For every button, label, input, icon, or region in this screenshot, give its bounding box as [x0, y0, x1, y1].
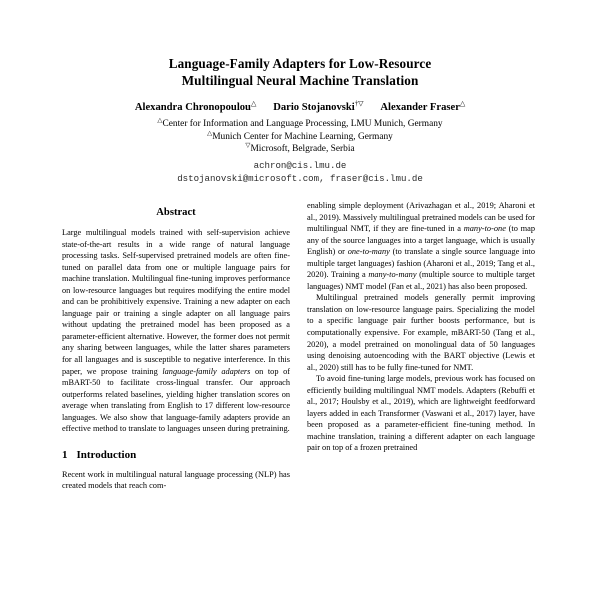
right-paragraph-1 [307, 200, 535, 292]
left-column [62, 200, 290, 492]
abstract-body [62, 227, 290, 435]
right-p1-italic-2: one-to-many [347, 247, 390, 257]
right-p1-part-3: (to translate a single source language into multiple target languages) fashion (Aharoni et al., 2019; Tang et al., 2020). Training a [307, 247, 535, 280]
affiliation-mark: ▽ [245, 142, 251, 150]
paper-title-line-2: Multilingual Neural Machine Translation [181, 72, 419, 88]
abstract-text-part-2: on top of mBART-50 to facilitate cross-lingual transfer. Our approach outperforms related baselines, yielding higher translation scores on average when translating from English to 17 different low-resource languages. We also show that language-family adapters provide an effective method to translate to languages unseen during pretraining. [62, 366, 290, 434]
right-p1-italic-1: many-to-one [463, 224, 506, 234]
email-line[interactable]: dstojanovski@microsoft.com, fraser@cis.lmu.de [177, 173, 423, 185]
author-affiliation-mark: †▽ [354, 100, 364, 108]
affiliation-mark: △ [207, 129, 213, 137]
affiliation-text: Munich Center for Machine Learning, Germany [212, 131, 393, 142]
author-name: Dario Stojanovski [273, 102, 355, 113]
email-line[interactable]: achron@cis.lmu.de [253, 159, 347, 171]
title-block [0, 0, 600, 186]
affiliation-mark: △ [157, 116, 163, 124]
author-entry [135, 101, 256, 115]
affiliation-list [62, 118, 538, 156]
section-number: 1 [62, 448, 68, 461]
affiliation-text: Microsoft, Belgrade, Serbia [250, 144, 355, 155]
email-list [62, 159, 538, 186]
introduction-body [62, 469, 290, 492]
section-heading-introduction [62, 448, 290, 462]
author-entry [273, 101, 363, 115]
paper-title-line-1: Language-Family Adapters for Low-Resource [168, 56, 432, 71]
affiliation-text: Center for Information and Language Processing, LMU Munich, Germany [162, 119, 443, 129]
right-p1-part-4: (multiple source to multiple target languages) NMT model (Fan et al., 2021) has also been proposed. [307, 270, 535, 291]
author-affiliation-mark: △ [459, 100, 466, 108]
abstract-text-part-1: Large multilingual models trained with self-supervision achieve state-of-the-art results in a wide range of natural language processing tasks. Self-supervised pretrained models are often fine-tuned on parallel data from one or multiple language pairs for machine translation. Multilingual fine-tuning improves performance on low-resource languages but requires modifying the entire model and can be prohibitively expensive. Training a new adapter on each language pair or training a single adapter on all language pairs without updating the pretrained model has been proposed as a parameter-efficient alternative. However, the former does not permit any sharing between languages, while the latter shares parameters for all languages and is susceptible to negative interference. In this paper, we propose training [62, 228, 290, 376]
right-p1-part-2: (to map any of the source languages into a target language, which is usually English) or [307, 224, 535, 257]
right-p1-italic-3: many-to-many [368, 270, 417, 280]
author-name: Alexandra Chronopoulou [134, 102, 251, 113]
right-column [307, 200, 535, 492]
right-p1-part-1: enabling simple deployment (Arivazhagan et al., 2019; Aharoni et al., 2019). Massively multilingual pretrained models can be used for multilingual NMT, if they are fine-tuned in a [307, 201, 536, 234]
affiliation-item [62, 143, 538, 156]
author-affiliation-mark: △ [250, 100, 257, 108]
section-title: Introduction [76, 448, 137, 461]
right-column-body [307, 200, 535, 454]
abstract-heading: Abstract [156, 207, 196, 218]
right-paragraph-3: To avoid fine-tuning large models, previous work has focused on efficiently building multilingual NMT models. Adapters (Rebuffi et al., 2017; Houlsby et al., 2019), which are lightweight feedforward layers added in each Transformer (Vaswani et al., 2017) layer, have been proposed as a parameter-efficient fine-tuning method. In machine translation, training a different adapter on each language pair on top of a frozen pretrained [307, 374, 535, 453]
right-paragraph-2: Multilingual pretrained models generally permit improving translation on low-resource language pairs. Specializing the model to a specific language pair further boosts performance, but is computationally expensive. For example, mBART-50 (Tang et al., 2020), a model pretrained on monolingual data of 50 languages using denoising autoencoding with the BART objective (Lewis et al., 2020) still has to be fully fine-tuned for NMT. [307, 293, 535, 372]
abstract-paragraph [62, 227, 290, 435]
abstract-italic-phrase: language-family adapters [162, 366, 251, 376]
affiliation-item [62, 131, 538, 144]
author-name: Alexander Fraser [380, 102, 460, 113]
affiliation-item [62, 118, 538, 131]
introduction-paragraph: Recent work in multilingual natural language processing (NLP) has created models that reach com- [62, 469, 290, 491]
page-title [62, 56, 538, 89]
body-columns [0, 200, 600, 492]
author-list [62, 101, 538, 115]
author-entry [380, 101, 465, 115]
